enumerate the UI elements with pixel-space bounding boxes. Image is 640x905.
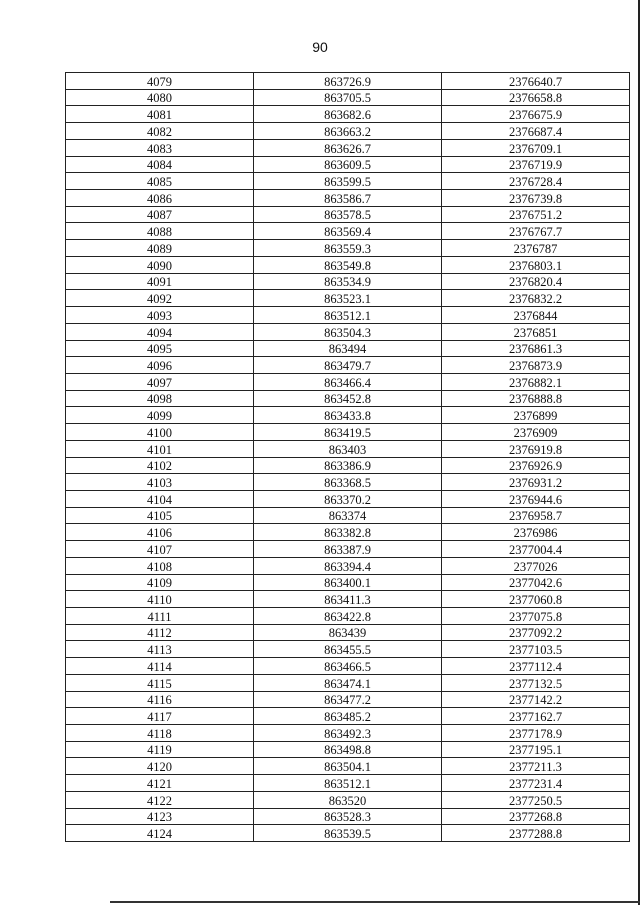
- point-number-cell: 4107: [66, 541, 254, 558]
- point-number-cell: 4090: [66, 256, 254, 273]
- table-row: [66, 557, 630, 574]
- point-number-cell: 4121: [66, 775, 254, 792]
- table-row: [66, 641, 630, 658]
- point-number-cell: 4080: [66, 89, 254, 106]
- point-number-cell: 4120: [66, 758, 254, 775]
- table-row: [66, 741, 630, 758]
- table-row: [66, 240, 630, 257]
- x-coordinate-cell: 863394.4: [254, 557, 442, 574]
- y-coordinate-cell: 2377211.3: [442, 758, 630, 775]
- table-row: [66, 307, 630, 324]
- x-coordinate-cell: 863374: [254, 507, 442, 524]
- y-coordinate-cell: 2376767.7: [442, 223, 630, 240]
- table-row: [66, 139, 630, 156]
- point-number-cell: 4112: [66, 624, 254, 641]
- y-coordinate-cell: 2377231.4: [442, 775, 630, 792]
- table-row: [66, 775, 630, 792]
- table-row: [66, 674, 630, 691]
- x-coordinate-cell: 863559.3: [254, 240, 442, 257]
- point-number-cell: 4111: [66, 608, 254, 625]
- x-coordinate-cell: 863370.2: [254, 490, 442, 507]
- x-coordinate-cell: 863411.3: [254, 591, 442, 608]
- point-number-cell: 4124: [66, 825, 254, 842]
- point-number-cell: 4099: [66, 407, 254, 424]
- point-number-cell: 4094: [66, 323, 254, 340]
- x-coordinate-cell: 863386.9: [254, 457, 442, 474]
- point-number-cell: 4104: [66, 490, 254, 507]
- point-number-cell: 4118: [66, 725, 254, 742]
- point-number-cell: 4096: [66, 357, 254, 374]
- y-coordinate-cell: 2377250.5: [442, 791, 630, 808]
- point-number-cell: 4102: [66, 457, 254, 474]
- table-row: [66, 407, 630, 424]
- point-number-cell: 4087: [66, 206, 254, 223]
- table-row: [66, 490, 630, 507]
- y-coordinate-cell: 2376751.2: [442, 206, 630, 223]
- y-coordinate-cell: 2376640.7: [442, 73, 630, 90]
- x-coordinate-cell: 863485.2: [254, 708, 442, 725]
- x-coordinate-cell: 863419.5: [254, 424, 442, 441]
- x-coordinate-cell: 863523.1: [254, 290, 442, 307]
- y-coordinate-cell: 2376919.8: [442, 440, 630, 457]
- x-coordinate-cell: 863586.7: [254, 190, 442, 207]
- y-coordinate-cell: 2376739.8: [442, 190, 630, 207]
- x-coordinate-cell: 863439: [254, 624, 442, 641]
- y-coordinate-cell: 2377178.9: [442, 725, 630, 742]
- y-coordinate-cell: 2376719.9: [442, 156, 630, 173]
- table-row: [66, 474, 630, 491]
- y-coordinate-cell: 2376803.1: [442, 256, 630, 273]
- x-coordinate-cell: 863498.8: [254, 741, 442, 758]
- x-coordinate-cell: 863599.5: [254, 173, 442, 190]
- y-coordinate-cell: 2376844: [442, 307, 630, 324]
- y-coordinate-cell: 2376687.4: [442, 123, 630, 140]
- table-row: [66, 206, 630, 223]
- y-coordinate-cell: 2377288.8: [442, 825, 630, 842]
- point-number-cell: 4081: [66, 106, 254, 123]
- x-coordinate-cell: 863474.1: [254, 674, 442, 691]
- x-coordinate-cell: 863609.5: [254, 156, 442, 173]
- y-coordinate-cell: 2376944.6: [442, 490, 630, 507]
- point-number-cell: 4117: [66, 708, 254, 725]
- y-coordinate-cell: 2376926.9: [442, 457, 630, 474]
- table-row: [66, 608, 630, 625]
- point-number-cell: 4116: [66, 691, 254, 708]
- y-coordinate-cell: 2376832.2: [442, 290, 630, 307]
- y-coordinate-cell: 2377142.2: [442, 691, 630, 708]
- point-number-cell: 4084: [66, 156, 254, 173]
- table-row: [66, 223, 630, 240]
- x-coordinate-cell: 863512.1: [254, 307, 442, 324]
- table-row: [66, 73, 630, 90]
- y-coordinate-cell: 2377075.8: [442, 608, 630, 625]
- table-row: [66, 273, 630, 290]
- table-row: [66, 340, 630, 357]
- page-bottom-edge: [110, 901, 640, 903]
- table-row: [66, 357, 630, 374]
- table-row: [66, 156, 630, 173]
- table-row: [66, 808, 630, 825]
- x-coordinate-cell: 863433.8: [254, 407, 442, 424]
- point-number-cell: 4106: [66, 524, 254, 541]
- x-coordinate-cell: 863520: [254, 791, 442, 808]
- point-number-cell: 4103: [66, 474, 254, 491]
- table-row: [66, 323, 630, 340]
- y-coordinate-cell: 2376728.4: [442, 173, 630, 190]
- x-coordinate-cell: 863400.1: [254, 574, 442, 591]
- table-row: [66, 507, 630, 524]
- point-number-cell: 4082: [66, 123, 254, 140]
- point-number-cell: 4122: [66, 791, 254, 808]
- y-coordinate-cell: 2377004.4: [442, 541, 630, 558]
- table-row: [66, 624, 630, 641]
- x-coordinate-cell: 863663.2: [254, 123, 442, 140]
- table-row: [66, 190, 630, 207]
- point-number-cell: 4108: [66, 557, 254, 574]
- table-row: [66, 725, 630, 742]
- y-coordinate-cell: 2376787: [442, 240, 630, 257]
- coordinates-table: [65, 72, 630, 842]
- point-number-cell: 4095: [66, 340, 254, 357]
- point-number-cell: 4093: [66, 307, 254, 324]
- x-coordinate-cell: 863477.2: [254, 691, 442, 708]
- y-coordinate-cell: 2376986: [442, 524, 630, 541]
- table-row: [66, 106, 630, 123]
- table-row: [66, 524, 630, 541]
- point-number-cell: 4091: [66, 273, 254, 290]
- y-coordinate-cell: 2377132.5: [442, 674, 630, 691]
- x-coordinate-cell: 863534.9: [254, 273, 442, 290]
- y-coordinate-cell: 2376658.8: [442, 89, 630, 106]
- x-coordinate-cell: 863466.4: [254, 373, 442, 390]
- x-coordinate-cell: 863682.6: [254, 106, 442, 123]
- x-coordinate-cell: 863549.8: [254, 256, 442, 273]
- table-row: [66, 758, 630, 775]
- point-number-cell: 4115: [66, 674, 254, 691]
- point-number-cell: 4113: [66, 641, 254, 658]
- table-row: [66, 691, 630, 708]
- x-coordinate-cell: 863492.3: [254, 725, 442, 742]
- y-coordinate-cell: 2377268.8: [442, 808, 630, 825]
- y-coordinate-cell: 2376909: [442, 424, 630, 441]
- x-coordinate-cell: 863479.7: [254, 357, 442, 374]
- y-coordinate-cell: 2376958.7: [442, 507, 630, 524]
- x-coordinate-cell: 863466.5: [254, 658, 442, 675]
- table-row: [66, 658, 630, 675]
- x-coordinate-cell: 863382.8: [254, 524, 442, 541]
- y-coordinate-cell: 2376899: [442, 407, 630, 424]
- x-coordinate-cell: 863452.8: [254, 390, 442, 407]
- point-number-cell: 4109: [66, 574, 254, 591]
- x-coordinate-cell: 863504.3: [254, 323, 442, 340]
- y-coordinate-cell: 2376851: [442, 323, 630, 340]
- y-coordinate-cell: 2377112.4: [442, 658, 630, 675]
- y-coordinate-cell: 2376873.9: [442, 357, 630, 374]
- y-coordinate-cell: 2377092.2: [442, 624, 630, 641]
- y-coordinate-cell: 2377162.7: [442, 708, 630, 725]
- x-coordinate-cell: 863368.5: [254, 474, 442, 491]
- x-coordinate-cell: 863705.5: [254, 89, 442, 106]
- y-coordinate-cell: 2376675.9: [442, 106, 630, 123]
- x-coordinate-cell: 863455.5: [254, 641, 442, 658]
- point-number-cell: 4114: [66, 658, 254, 675]
- y-coordinate-cell: 2376820.4: [442, 273, 630, 290]
- point-number-cell: 4083: [66, 139, 254, 156]
- table-row: [66, 123, 630, 140]
- y-coordinate-cell: 2376709.1: [442, 139, 630, 156]
- point-number-cell: 4079: [66, 73, 254, 90]
- table-row: [66, 791, 630, 808]
- point-number-cell: 4086: [66, 190, 254, 207]
- table-row: [66, 440, 630, 457]
- point-number-cell: 4092: [66, 290, 254, 307]
- table-row: [66, 825, 630, 842]
- table-row: [66, 424, 630, 441]
- table-row: [66, 457, 630, 474]
- table-row: [66, 89, 630, 106]
- x-coordinate-cell: 863726.9: [254, 73, 442, 90]
- point-number-cell: 4088: [66, 223, 254, 240]
- x-coordinate-cell: 863403: [254, 440, 442, 457]
- point-number-cell: 4098: [66, 390, 254, 407]
- x-coordinate-cell: 863578.5: [254, 206, 442, 223]
- page-number: 90: [312, 39, 328, 55]
- table-row: [66, 290, 630, 307]
- table-row: [66, 373, 630, 390]
- table-row: [66, 173, 630, 190]
- y-coordinate-cell: 2376931.2: [442, 474, 630, 491]
- x-coordinate-cell: 863528.3: [254, 808, 442, 825]
- point-number-cell: 4089: [66, 240, 254, 257]
- point-number-cell: 4100: [66, 424, 254, 441]
- x-coordinate-cell: 863422.8: [254, 608, 442, 625]
- table-row: [66, 541, 630, 558]
- x-coordinate-cell: 863626.7: [254, 139, 442, 156]
- y-coordinate-cell: 2377195.1: [442, 741, 630, 758]
- y-coordinate-cell: 2377103.5: [442, 641, 630, 658]
- table-row: [66, 574, 630, 591]
- x-coordinate-cell: 863504.1: [254, 758, 442, 775]
- y-coordinate-cell: 2376861.3: [442, 340, 630, 357]
- y-coordinate-cell: 2377026: [442, 557, 630, 574]
- y-coordinate-cell: 2376888.8: [442, 390, 630, 407]
- y-coordinate-cell: 2377060.8: [442, 591, 630, 608]
- table-row: [66, 390, 630, 407]
- table-row: [66, 708, 630, 725]
- point-number-cell: 4085: [66, 173, 254, 190]
- point-number-cell: 4123: [66, 808, 254, 825]
- x-coordinate-cell: 863387.9: [254, 541, 442, 558]
- x-coordinate-cell: 863539.5: [254, 825, 442, 842]
- y-coordinate-cell: 2376882.1: [442, 373, 630, 390]
- x-coordinate-cell: 863569.4: [254, 223, 442, 240]
- point-number-cell: 4110: [66, 591, 254, 608]
- y-coordinate-cell: 2377042.6: [442, 574, 630, 591]
- point-number-cell: 4101: [66, 440, 254, 457]
- x-coordinate-cell: 863494: [254, 340, 442, 357]
- point-number-cell: 4097: [66, 373, 254, 390]
- table-row: [66, 591, 630, 608]
- table-row: [66, 256, 630, 273]
- coordinates-table-body: [66, 73, 630, 842]
- point-number-cell: 4119: [66, 741, 254, 758]
- x-coordinate-cell: 863512.1: [254, 775, 442, 792]
- point-number-cell: 4105: [66, 507, 254, 524]
